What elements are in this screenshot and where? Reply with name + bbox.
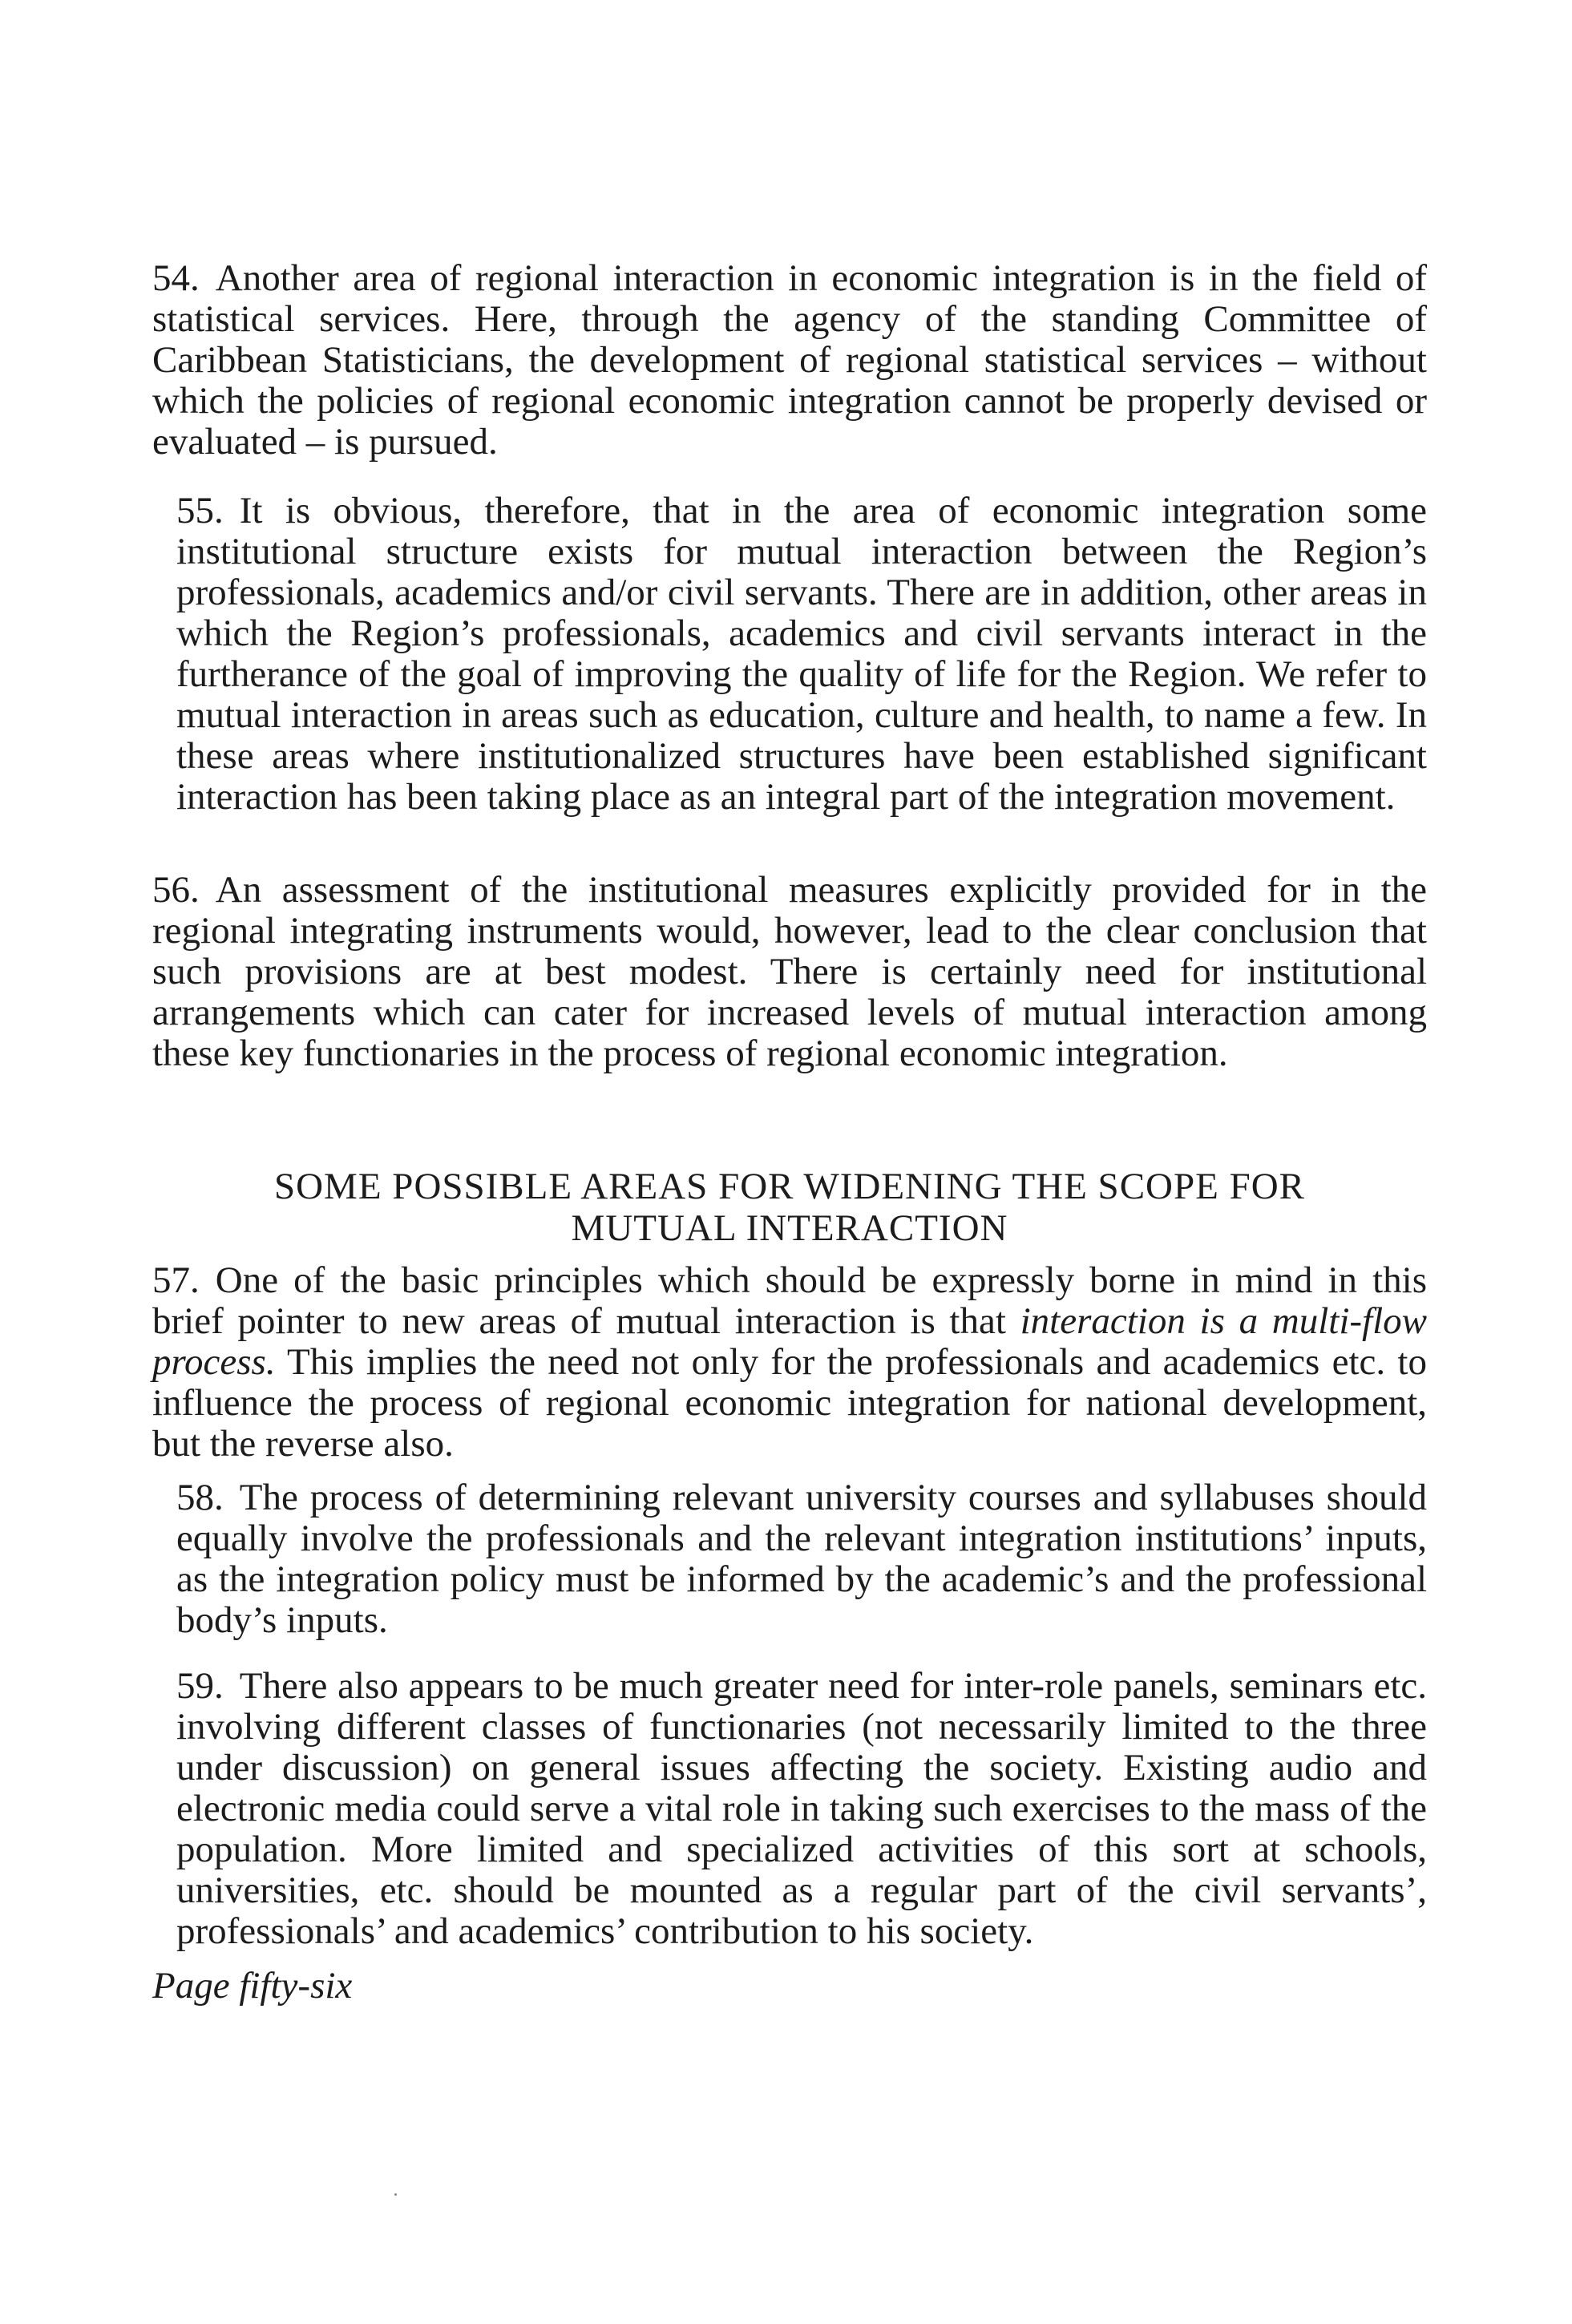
paragraph-58	[152, 1477, 1427, 1641]
paragraph-text: There also appears to be much greater need for inter-role panels, seminars etc. involving different classes of functionaries (not necessarily limited to the three under discussion) on general issues affecting the society. Existing audio and electronic media could serve a vital role in taking such exercises to the mass of the population. More limited and specialized activities of this sort at schools, universities, etc. should be mounted as a regular part of the civil servants’, professionals’ and academics’ contribution to his society.	[176, 1665, 1427, 1952]
scan-speck	[394, 2193, 397, 2196]
page-footer: Page fifty-six	[152, 1965, 353, 2007]
paragraph-text: The process of determining relevant university courses and syllabuses should equally involve the professionals and the relevant integration institutions’ inputs, as the integration policy must be informed by the academic’s and the professional body’s inputs.	[176, 1477, 1427, 1641]
paragraph-57	[152, 1260, 1427, 1465]
paragraph-59	[152, 1666, 1427, 1952]
paragraph-text-start: One of the basic principles which should be expressly borne in mind in this brief pointer to new areas of mutual interaction is that	[152, 1259, 1427, 1342]
paragraph-number: 54.	[152, 257, 200, 299]
paragraph-text: Another area of regional interaction in economic integration is in the field of statistical services. Here, through the agency of the standing Committee of Caribbean Statisticians, the development of regional statistical services – without which the policies of regional economic integration cannot be properly devised or evaluated – is pursued.	[152, 257, 1427, 463]
paragraph-56	[152, 870, 1427, 1074]
paragraph-number: 57.	[152, 1259, 200, 1301]
paragraph-55	[152, 491, 1427, 818]
section-heading-line-2: MUTUAL INTERACTION	[571, 1207, 1008, 1249]
section-heading-line-1: SOME POSSIBLE AREAS FOR WIDENING THE SCOPE FOR	[273, 1166, 1306, 1207]
paragraph-number: 55.	[176, 490, 224, 531]
paragraph-text: An assessment of the institutional measures explicitly provided for in the regional integrating instruments would, however, lead to the clear conclusion that such provisions are at best modest. There is certainly need for institutional arrangements which can cater for increased levels of mutual interaction among these key functionaries in the process of regional economic integration.	[152, 869, 1427, 1074]
emphasized-phrase: interaction is a multi-flow process.	[152, 1300, 1428, 1383]
paragraph-number: 58.	[176, 1477, 224, 1518]
paragraph-number: 59.	[176, 1665, 224, 1707]
paragraph-number: 56.	[152, 869, 200, 911]
paragraph-54	[152, 258, 1427, 463]
paragraph-text: It is obvious, therefore, that in the area of economic integration some institutional structure exists for mutual interaction between the Region’s professionals, academics and/or civil servants. There are in addition, other areas in which the Region’s professionals, academics and civil servants interact in the furtherance of the goal of improving the quality of life for the Region. We refer to mutual interaction in areas such as education, culture and health, to name a few. In these areas where institutionalized structures have been established significant interaction has been taking place as an integral part of the integration movement.	[176, 490, 1427, 818]
paragraph-text-end: This implies the need not only for the professionals and academics etc. to influence the process of regional economic integration for national development, but the reverse also.	[152, 1341, 1427, 1465]
